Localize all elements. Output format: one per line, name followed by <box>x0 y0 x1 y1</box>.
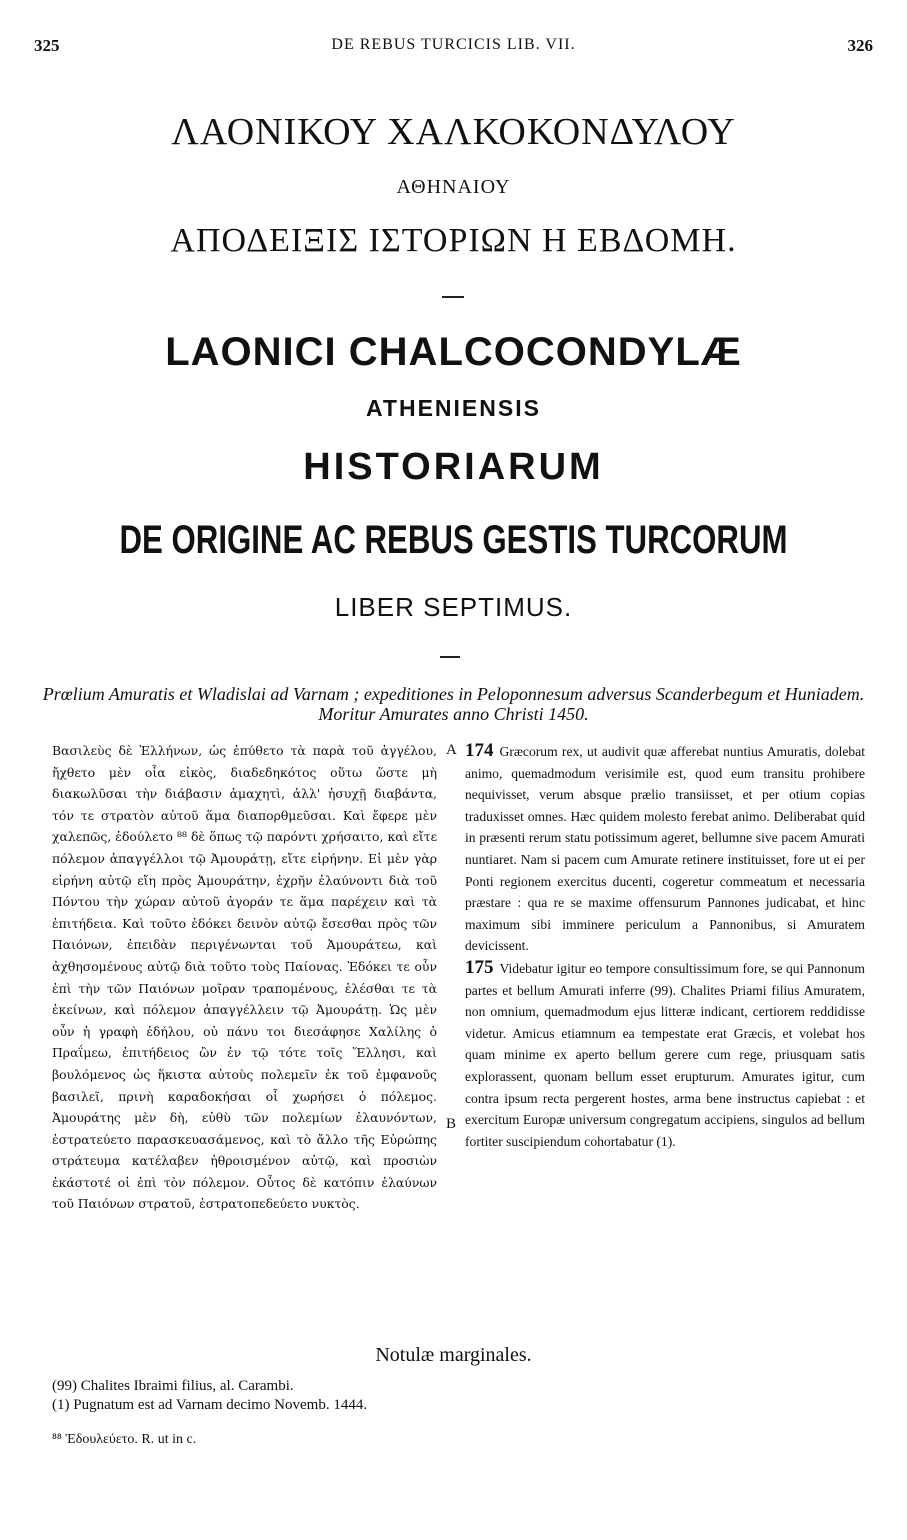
greek-athenian-title: ΑΘΗΝΑΙΟΥ <box>396 176 511 198</box>
page-number-right: 326 <box>847 36 873 55</box>
latin-author-title: LAONICI CHALCOCONDYLÆ <box>165 330 742 374</box>
greek-column <box>52 740 437 1215</box>
latin-athenian-title: ATHENIENSIS <box>366 395 541 421</box>
section-text: Videbatur igitur eo tempore consultissimum fore, se qui Pannonum partes et bellum Amurati inferre (99). Chalites Priami filius Amuratem, non omnium, quemadmodum ejus litteræ indicant, certiorem reddidisse videtur. Amicus etiamnum ea tempestate erat Græcis, et volebat hos quam minime ex aperto bellum gerere cum rege, priusquam satis explorassent, quonam bellum esset erupturum. Amurates igitur, cum contra ipsum recta pergerent hostes, arma bene instructus capiebat : et exercitum Europæ universum congregatum accipiens, singulos ad bellum fortiter suscipiendum cohortabatur (1). <box>465 960 865 1149</box>
latin-paragraph <box>465 957 865 1152</box>
latin-paragraph <box>465 740 865 957</box>
section-number: 174 <box>465 740 494 761</box>
chapter-summary: Prœlium Amuratis et Wladislai ad Varnam ; expeditiones in Peloponnesum adversus Scanderbegum et Huniadem. Moritur Amurates anno Christi 1450. <box>42 684 865 724</box>
section-text: Græcorum rex, ut audivit quæ afferebat nuntius Amuratis, dolebat animo, quemadmodum verisimile est, quod eum transitu prohibere nequivisset, verum absque prælio transiisset, et per otium copias traduxisset omnes. Hæc quidem molesto ferebat animo. Deliberabat quid in præsenti rerum statu potissimum ageret, bellumne sive pacem Amurati nuntiaret. Nam si pacem cum Amurate retinere instituisset, fore ut ei per Ponti regionem exercitus ducenti, cogeretur commeatum et necessaria præstare : qua re se maxime offensurum Pannones judicabat, et hinc maximum sibi imminere periculum a Pannonibus, si Amuratem devicissent. <box>465 744 865 954</box>
greek-paragraph: Βασιλεὺς δὲ Ἑλλήνων, ὡς ἐπύθετο τὰ παρὰ τοῦ ἀγγέλου, ἤχθετο μὲν οἷα εἰκὸς, διαδεδηκότος οὕτω ὥστε μὴ διακωλῦσαι τὴν διάβασιν ἀμαχητὶ, ἀλλ' ἡσυχῇ διαβάντα, τόν τε στρατὸν αὐτοῦ ἅμα διαπορθμεῦσαι. Καὶ ἔφερε μὲν χαλεπῶς, ἐδούλετο ⁸⁸ δὲ ὅπως τῷ παρόντι χρήσαιτο, καὶ εἴτε πόλεμον ἀπαγγέλλοι τῷ Ἀμουράτῃ, εἴτε εἰρήνην. Εἰ μὲν γὰρ εἰρήνη αὐτῷ εἴη πρὸς Ἀμουράτην, ἐχρῆν ἐλαύνοντι διὰ τοῦ Πόντου τὴν χώραν αὐτοῦ ἀγοράν τε ἅμα παρέχειν καὶ τὰ ἐπιτήδεια. Καὶ τοῦτο ἐδόκει δεινὸν αὐτῷ ἔσεσθαι πρὸς τῶν Παιόνων, ἐπειδὰν περιγένωνται τοῦ Ἀμουράτεω, καὶ ἀχθησομένους αὐτῷ διὰ τοῦτο τοὺς Παίονας. Ἐδόκει τε οὖν ἐπὶ τὴν τῶν Παιόνων μοῖραν τραπομένους, ἑλέσθαι τε τὰ ἐκείνων, καὶ πόλεμον ἀπαγγέλλειν τῷ Ἀμουράτῃ. Ὡς μὲν οὖν ἡ γραφὴ ἐδήλου, οὐ πάνυ τοι διεσάφησε Χαλίλης ὁ Πραΐμεω, ἐπιτήδειος ὢν ἐν τῷ τότε τοῖς Ἕλλησι, καὶ βουλόμενος ὡς ἥκιστα αὐτοὺς πολεμεῖν ἐκ τοῦ ἐμφανοῦς βασιλεῖ, πρινὴ καραδοκήσαι οἷ χωρήσει ὁ πόλεμος. Ἀμουράτης μὲν δὴ, εὐθὺ τῶν πολεμίων ἐλαυνόντων, ἐστρατεύετο παρασκευασάμενος, καὶ τὸ ἄλλο τῆς Εὐρώπης στράτευμα κατέλαβεν ἠθροισμένον αὐτῷ, καὶ προσιὼν ἐκάστοτέ οἱ ἐπὶ τὸν πόλεμον. Οὗτος δὲ κατόπιν ἐλαύνων τοῦ Παιόνων στρατοῦ, ἐστρατοπεδεύετο νυκτὸς. <box>52 743 437 1212</box>
title-divider <box>440 656 460 658</box>
marginal-note: (99) Chalites Ibraimi filius, al. Carambi. <box>52 1378 294 1394</box>
latin-origine-title: DE ORIGINE AC REBUS GESTIS TURCORUM <box>119 518 788 562</box>
apparatus-note: ⁸⁸ Ἐδουλεύετο. R. ut in c. <box>52 1432 197 1447</box>
greek-book-title: ΑΠΟΔΕΙΞΙΣ ΙΣΤΟΡΙΩΝ Η ΕΒΔΟΜΗ. <box>170 222 737 259</box>
greek-author-title: ΛΑΟΝΙΚΟΥ ΧΑΛΚΟΚΟΝΔΥΛΟΥ <box>171 111 736 153</box>
margin-marker-a: A <box>446 742 457 758</box>
page-number-left: 325 <box>34 36 60 55</box>
latin-column <box>465 740 865 1152</box>
notes-title: Notulæ marginales. <box>375 1344 532 1366</box>
marginal-note: (1) Pugnatum est ad Varnam decimo Novemb. 1444. <box>52 1397 368 1413</box>
margin-marker-b: B <box>446 1116 457 1132</box>
title-divider <box>442 296 464 298</box>
latin-historiarum-title: HISTORIARUM <box>303 446 604 488</box>
running-header <box>34 36 873 60</box>
section-number: 175 <box>465 956 494 978</box>
running-title: DE REBUS TURCICIS LIB. VII. <box>331 36 576 53</box>
latin-liber-title: LIBER SEPTIMUS. <box>334 592 573 622</box>
